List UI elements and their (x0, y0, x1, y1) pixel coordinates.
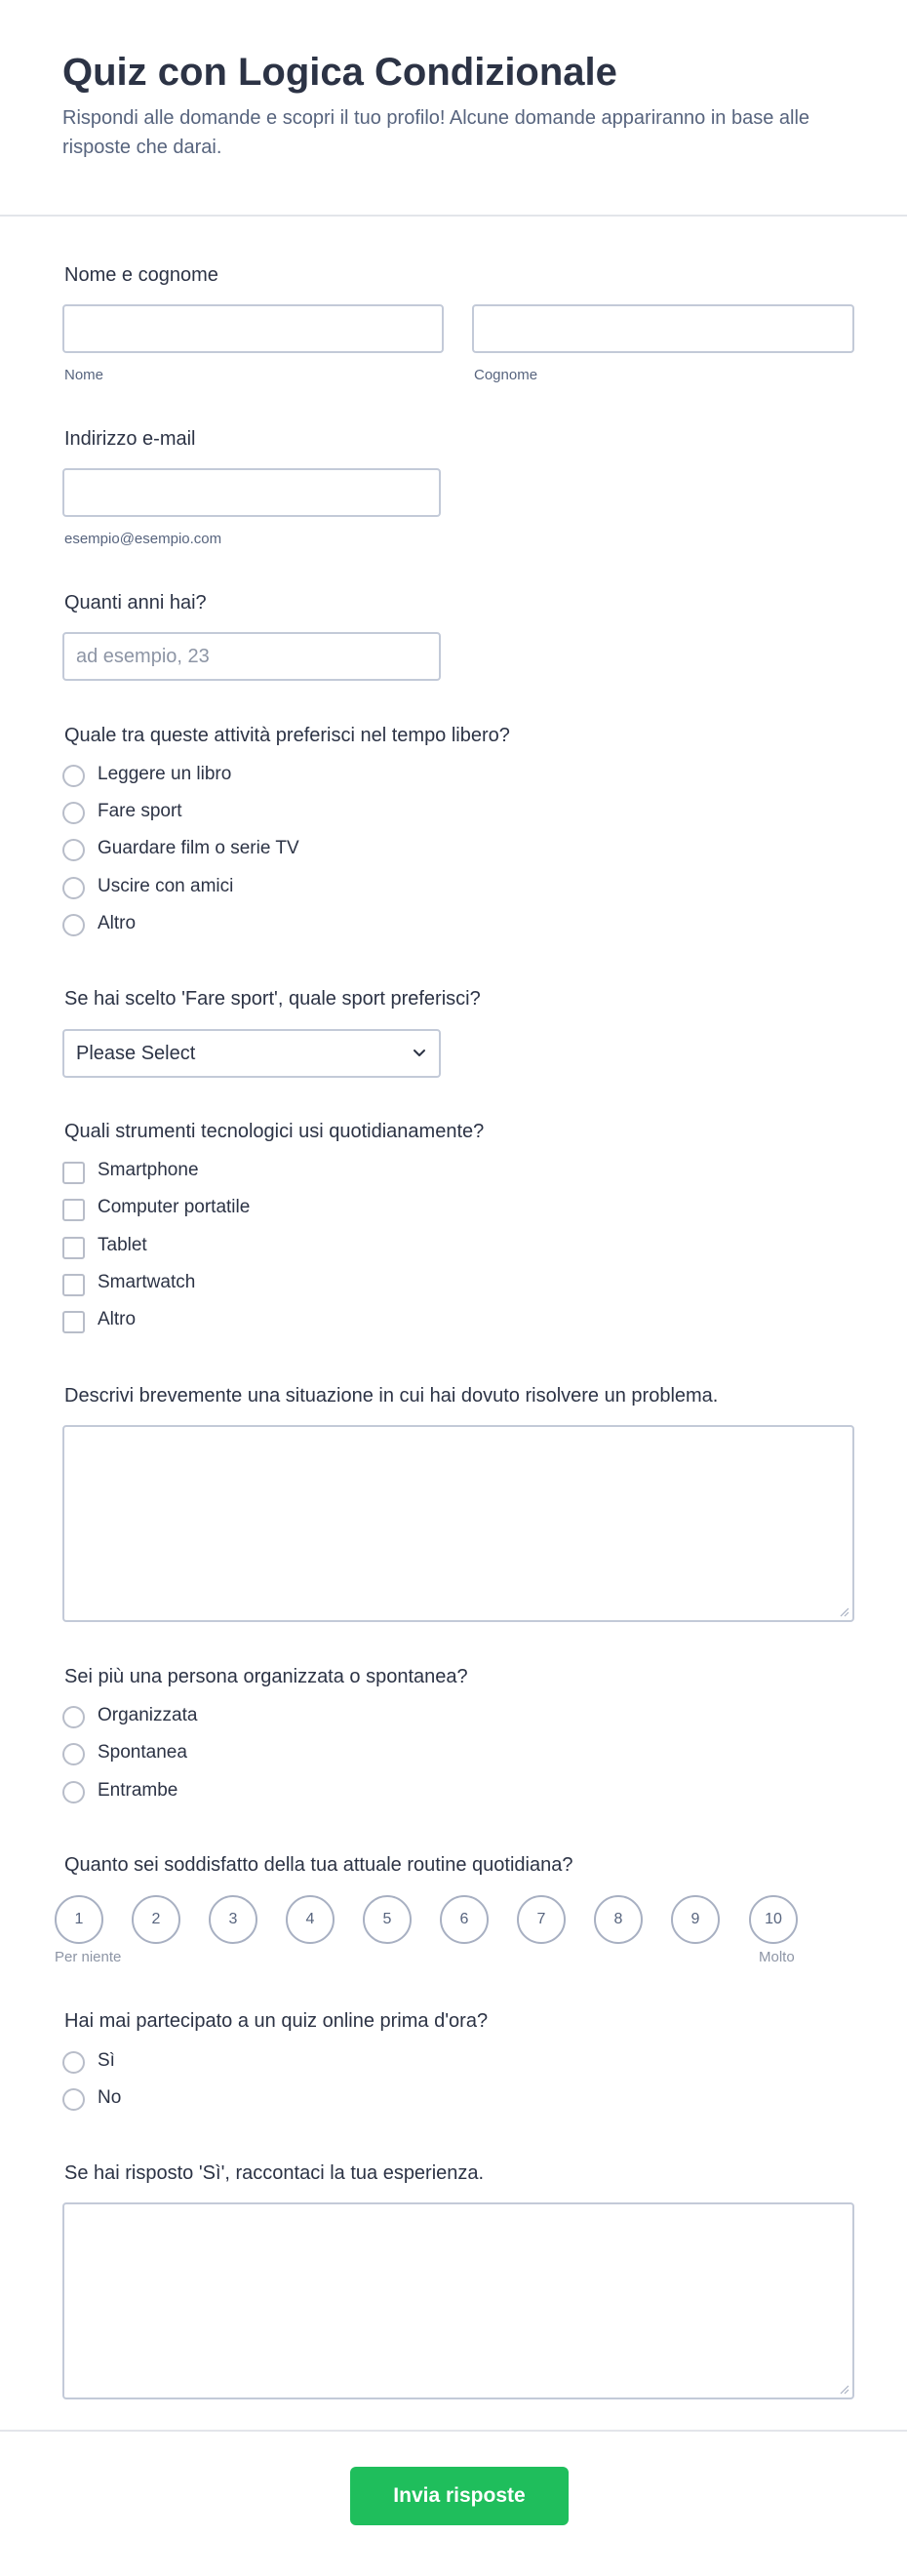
scale-max-label: Molto (759, 1949, 795, 1965)
sport-select[interactable] (62, 1029, 441, 1078)
radio-button[interactable] (62, 2088, 85, 2111)
checkbox[interactable] (62, 1311, 85, 1333)
option-label: Smartwatch (98, 1272, 196, 1292)
age-input[interactable] (62, 632, 441, 681)
age-label: Quanti anni hai? (64, 592, 207, 614)
option-label: Computer portatile (98, 1197, 251, 1217)
scale-option-7[interactable]: 7 (517, 1895, 566, 1944)
checkbox[interactable] (62, 1199, 85, 1221)
scale-option-10[interactable]: 10 (749, 1895, 798, 1944)
problem-textarea[interactable] (62, 1425, 854, 1622)
option-label: Tablet (98, 1235, 147, 1255)
radio-button[interactable] (62, 914, 85, 936)
radio-button[interactable] (62, 802, 85, 824)
option-label: Altro (98, 913, 137, 933)
radio-button[interactable] (62, 1743, 85, 1765)
checkbox[interactable] (62, 1274, 85, 1296)
option-label: Fare sport (98, 801, 182, 821)
experience-textarea[interactable] (62, 2202, 854, 2399)
radio-button[interactable] (62, 765, 85, 787)
quiz-label: Hai mai partecipato a un quiz online prima d'ora? (64, 2010, 489, 2032)
option-label: Smartphone (98, 1160, 199, 1180)
scale-option-5[interactable]: 5 (363, 1895, 412, 1944)
chevron-down-icon (410, 1043, 429, 1062)
experience-label: Se hai risposto 'Sì', raccontaci la tua esperienza. (64, 2162, 485, 2184)
email-sublabel: esempio@esempio.com (64, 531, 222, 547)
option-label: Entrambe (98, 1780, 178, 1801)
radio-button[interactable] (62, 877, 85, 899)
email-input[interactable] (62, 468, 441, 517)
hobby-label: Quale tra queste attività preferisci nel tempo libero? (64, 725, 510, 746)
personality-label: Sei più una persona organizzata o spontanea? (64, 1666, 468, 1687)
name-label: Nome e cognome (64, 264, 218, 286)
email-label: Indirizzo e-mail (64, 428, 196, 450)
form-header (0, 0, 907, 217)
form-footer (0, 2430, 907, 2576)
last-name-input[interactable] (472, 304, 854, 353)
last-name-sublabel: Cognome (474, 367, 538, 383)
scale-option-8[interactable]: 8 (594, 1895, 643, 1944)
option-label: Spontanea (98, 1742, 187, 1763)
radio-button[interactable] (62, 839, 85, 861)
scale-option-1[interactable]: 1 (55, 1895, 103, 1944)
scale-min-label: Per niente (55, 1949, 122, 1965)
checkbox[interactable] (62, 1162, 85, 1184)
tech-label: Quali strumenti tecnologici usi quotidianamente? (64, 1121, 485, 1142)
option-label: Guardare film o serie TV (98, 838, 299, 858)
submit-button[interactable]: Invia risposte (350, 2467, 569, 2525)
radio-button[interactable] (62, 1706, 85, 1728)
option-label: Sì (98, 2050, 115, 2071)
scale-option-3[interactable]: 3 (209, 1895, 257, 1944)
checkbox[interactable] (62, 1237, 85, 1259)
scale-option-4[interactable]: 4 (286, 1895, 335, 1944)
option-label: Organizzata (98, 1705, 198, 1725)
option-label: No (98, 2087, 122, 2108)
age-placeholder: ad esempio, 23 (76, 646, 210, 667)
option-label: Altro (98, 1309, 137, 1329)
form-subtitle: Rispondi alle domande e scopri il tuo profilo! Alcune domande appariranno in base alle risposte che darai. (62, 107, 810, 158)
resize-grip-icon[interactable] (838, 2383, 849, 2395)
first-name-input[interactable] (62, 304, 444, 353)
option-label: Leggere un libro (98, 764, 232, 784)
scale-option-2[interactable]: 2 (132, 1895, 180, 1944)
first-name-sublabel: Nome (64, 367, 104, 383)
radio-button[interactable] (62, 2051, 85, 2074)
satisfaction-label: Quanto sei soddisfatto della tua attuale routine quotidiana? (64, 1854, 573, 1876)
radio-button[interactable] (62, 1781, 85, 1803)
sport-select-value: Please Select (76, 1043, 196, 1064)
scale-option-6[interactable]: 6 (440, 1895, 489, 1944)
scale-option-9[interactable]: 9 (671, 1895, 720, 1944)
sport-label: Se hai scelto 'Fare sport', quale sport preferisci? (64, 988, 481, 1010)
problem-label: Descrivi brevemente una situazione in cui hai dovuto risolvere un problema. (64, 1385, 719, 1407)
form-title: Quiz con Logica Condizionale (62, 51, 617, 94)
option-label: Uscire con amici (98, 876, 234, 896)
resize-grip-icon[interactable] (838, 1605, 849, 1617)
